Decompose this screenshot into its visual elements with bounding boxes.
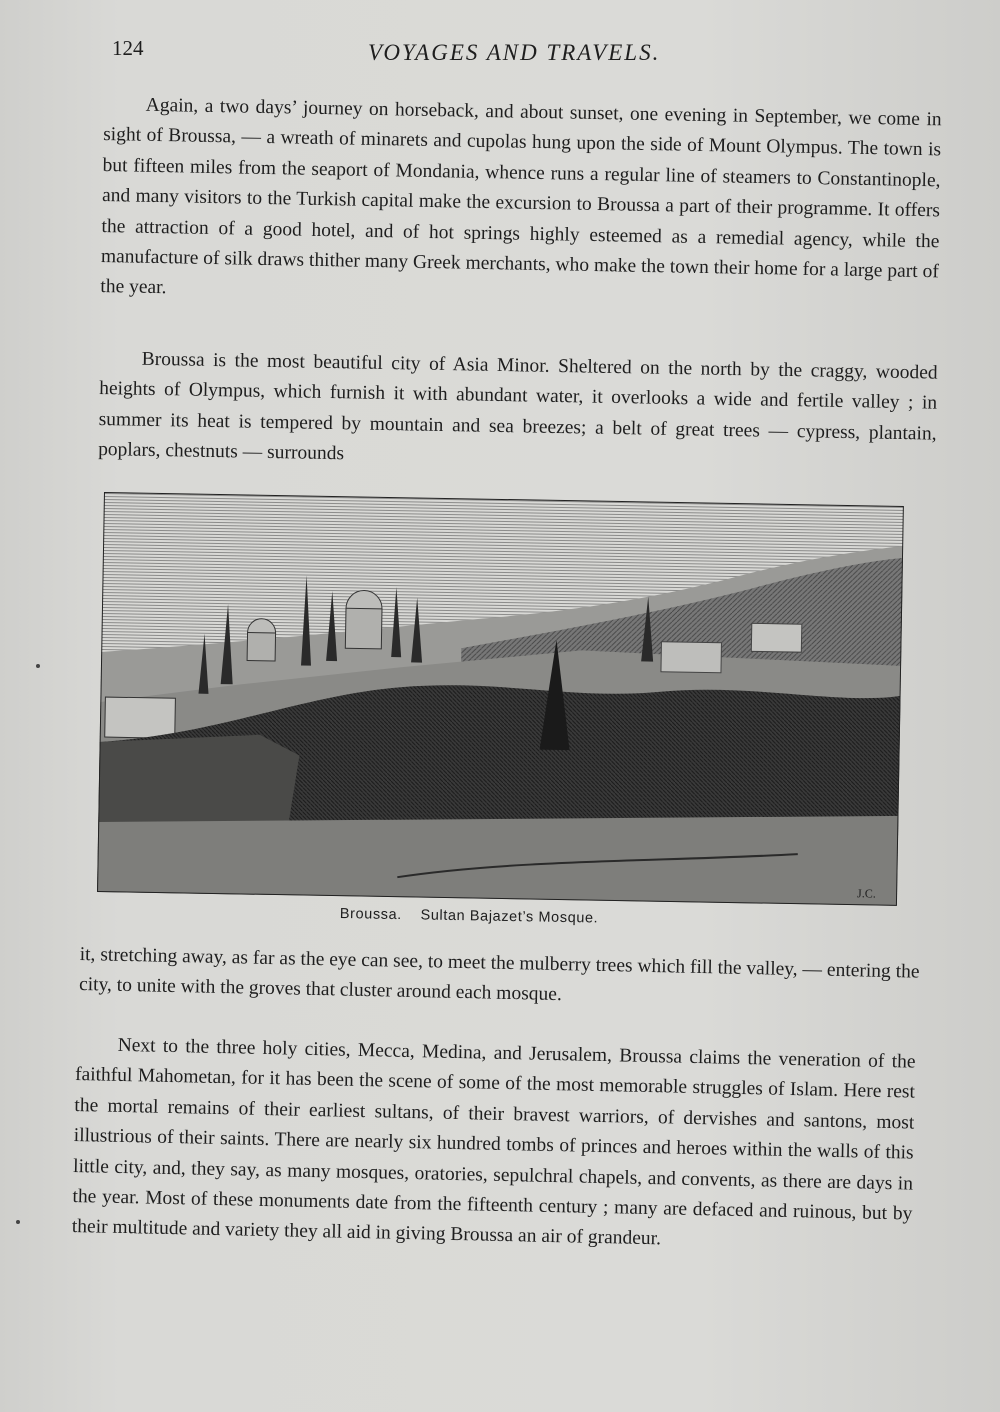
engraving-figure: [97, 492, 904, 906]
figure-caption: [340, 906, 599, 927]
page-number: 124: [112, 36, 144, 60]
broussa-engraving-illustration: [97, 492, 904, 906]
caption-place: Broussa.: [339, 906, 403, 924]
caption-title: Sultan Bajazet’s Mosque.: [420, 907, 599, 927]
paragraph-city-description: Broussa is the most beautiful city of Asia Minor. Sheltered on the north by the craggy, wooded heights of Olympus, which furnish it with abundant water, it overlooks a wide and fertile valley ; in summer its heat is tempered by mountain and sea breezes; a belt of great trees — cypress, plantain, poplars, chestnuts — surrounds: [97, 348, 938, 465]
print-speck: [16, 1220, 20, 1224]
page-header: [112, 34, 692, 74]
paragraph-holy-city: Next to the three holy cities, Mecca, Medina, and Jerusalem, Broussa claims the veneration of the faithful Mahometan, for it has been the scene of some of the most memorable struggles of Islam. Here rest the mortal remains of their earliest sultans, of their bravest warriors, of dervishes and santons, most illustrious of their saints. There are nearly six hundred tombs of princes and heroes within the walls of this little city, and, they say, as many mosques, oratories, sepulchral chapels, and convents, as there are days in the year. Most of these monuments date from the fifteenth century ; many are defaced and ruinous, but by their multitude and variety they all aid in giving Broussa an air of grandeur.: [71, 1034, 916, 1250]
paragraph-continuation: it, stretching away, as far as the eye can see, to meet the mulberry trees which fill the valley, — entering the city, to unite with the groves that cluster around each mosque.: [78, 943, 920, 1006]
running-title: VOYAGES AND TRAVELS.: [368, 40, 661, 65]
print-speck: [36, 664, 40, 668]
paragraph-arrival: Again, a two days’ journey on horseback, and about sunset, one evening in September, we come in sight of Broussa, — a wreath of minarets and cupolas hung upon the side of Mount Olympus. The town is but fifteen miles from the seaport of Mondania, whence runs a regular line of steamers to Constantinople, and many visitors to the Turkish capital make the excursion to Broussa a part of their programme. It offers the attraction of a good hotel, and of hot springs highly esteemed as a remedial agency, while the manufacture of silk draws thither many Greek merchants, who make the town their home for a large part of the year.: [100, 94, 942, 299]
engraver-mark: J.C.: [856, 886, 876, 901]
